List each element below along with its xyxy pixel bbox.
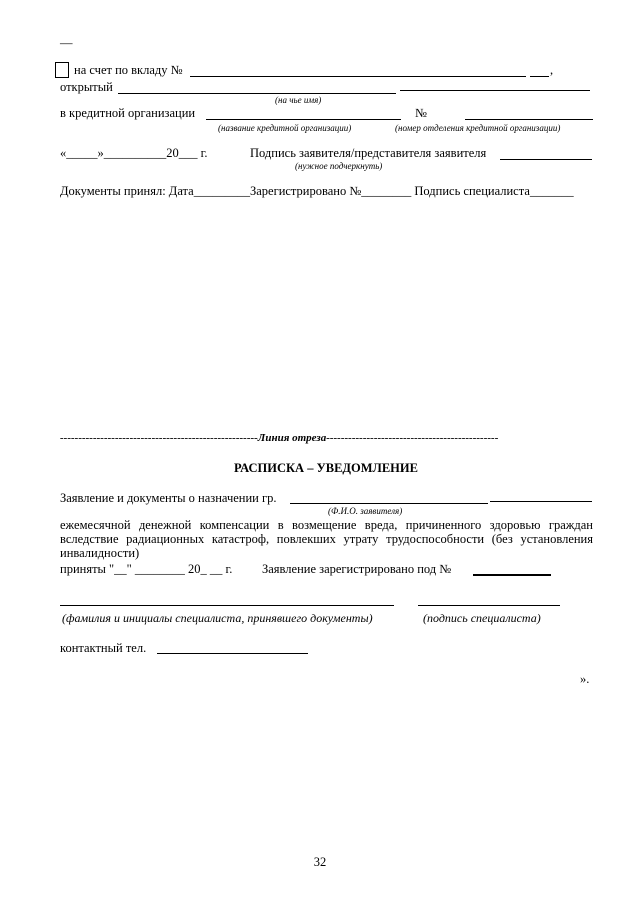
bank-name-field[interactable]: [206, 119, 401, 120]
bank-label: в кредитной организации: [60, 106, 196, 120]
deposit-label: на счет по вкладу №: [74, 63, 183, 77]
accepted-date: приняты "__" ________ 20_ __ г.: [60, 562, 233, 576]
registered-label: Заявление зарегистрировано под №: [262, 562, 452, 576]
whose-name-hint: (на чье имя): [275, 95, 322, 105]
bank-name-hint: (название кредитной организации): [218, 123, 352, 133]
deposit-number-field-tail[interactable]: [530, 76, 549, 77]
top-dash: —: [60, 36, 73, 50]
underline-hint: (нужное подчеркнуть): [295, 161, 383, 171]
receipt-title: РАСПИСКА – УВЕДОМЛЕНИЕ: [234, 461, 418, 475]
acceptance-line: Документы принял: Дата_________Зарегистрировано №________ Подпись специалиста_______: [60, 184, 574, 198]
applicant-signature-label: Подпись заявителя/представителя заявителя: [250, 146, 487, 160]
deposit-comma: ,: [550, 63, 554, 77]
specialist-signature-hint: (подпись специалиста): [423, 611, 541, 625]
closing-quote: ».: [580, 672, 590, 686]
page-number: 32: [313, 855, 327, 869]
opened-name-field-2[interactable]: [400, 90, 590, 91]
receipt-paragraph: ежемесячной денежной компенсации в возмещение вреда, причиненного здоровью граждан вследствие радиационных катастроф, повлекших утрату трудоспособности (без установления инвалидности): [60, 518, 593, 560]
bank-branch-field[interactable]: [465, 119, 593, 120]
specialist-name-hint: (фамилия и инициалы специалиста, принявшего документы): [62, 611, 373, 625]
application-date: «_____»__________20___ г.: [60, 146, 208, 160]
specialist-signature-field[interactable]: [418, 605, 560, 606]
deposit-number-field[interactable]: [190, 76, 526, 77]
opened-label: открытый: [60, 80, 113, 94]
fio-hint: (Ф.И.О. заявителя): [328, 506, 403, 516]
opened-name-field[interactable]: [118, 93, 396, 94]
deposit-checkbox[interactable]: [55, 62, 69, 78]
registration-number-field[interactable]: [473, 574, 551, 576]
specialist-name-field[interactable]: [60, 605, 394, 606]
applicant-fio-field[interactable]: [290, 503, 488, 504]
cut-line: ------------------------------------------------------Линия отреза-----------------------------------------------: [60, 432, 499, 444]
applicant-fio-field-2[interactable]: [490, 501, 592, 502]
contact-phone-label: контактный тел.: [60, 641, 147, 655]
applicant-signature-field[interactable]: [500, 159, 592, 160]
contact-phone-field[interactable]: [157, 653, 308, 654]
bank-number-sign: №: [415, 106, 427, 120]
bank-branch-hint: (номер отделения кредитной организации): [395, 123, 561, 133]
receipt-intro: Заявление и документы о назначении гр.: [60, 491, 277, 505]
